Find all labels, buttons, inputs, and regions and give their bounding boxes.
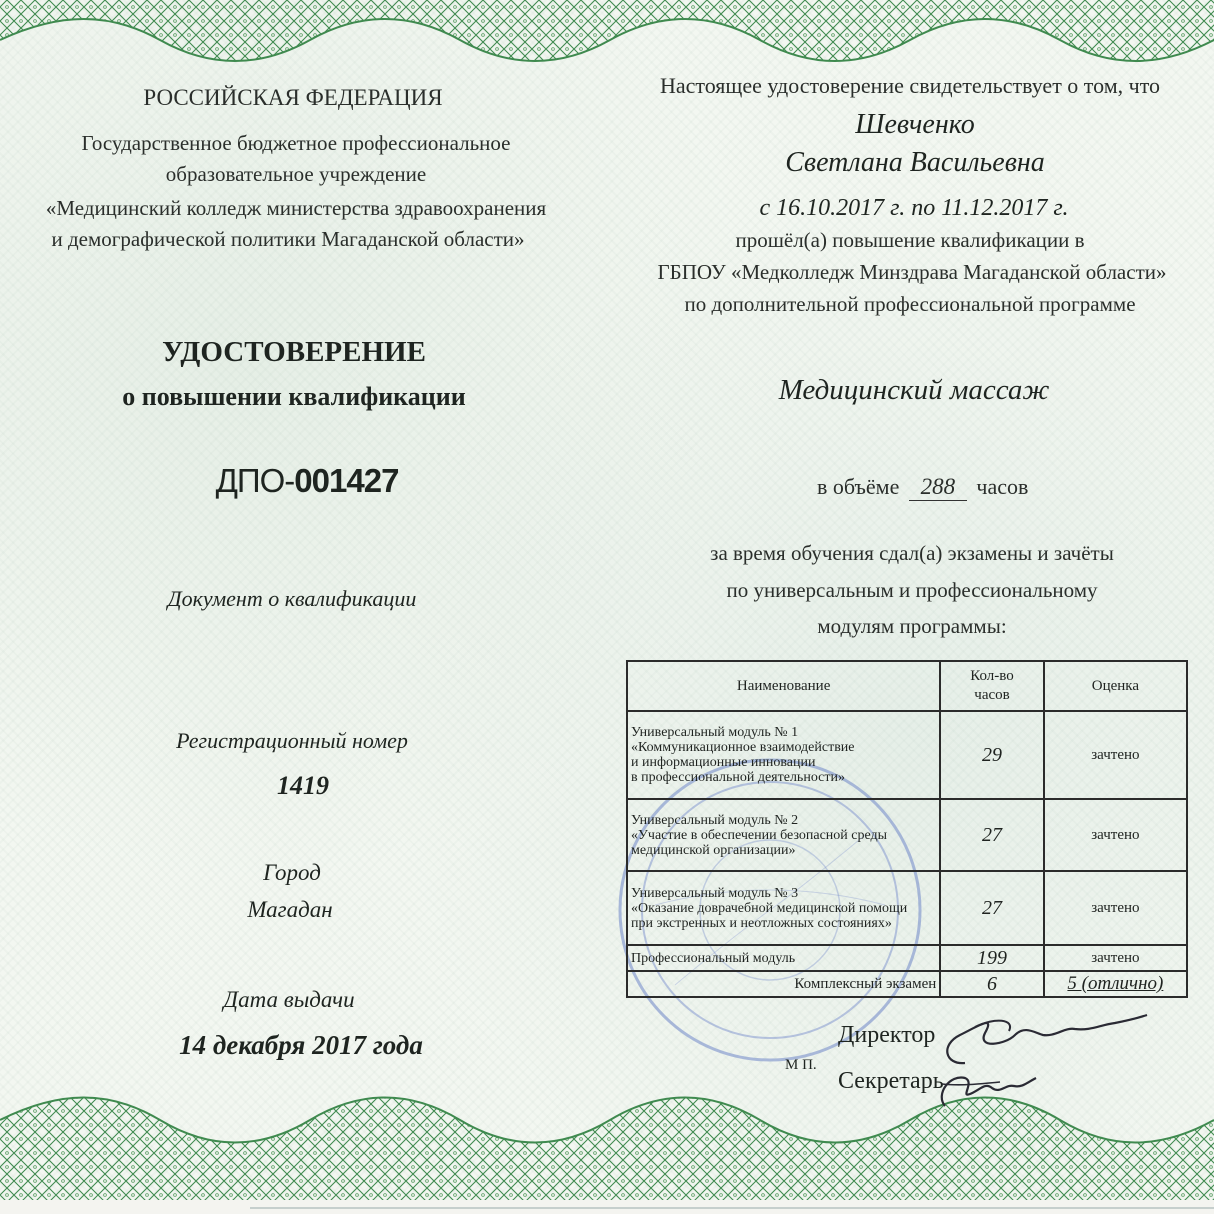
exams-line-3: модулям программы: (817, 614, 1007, 638)
module-hours: 27 (940, 871, 1043, 945)
org-line-2: образовательное учреждение (165, 162, 427, 186)
series-number (216, 462, 399, 501)
header-name: Наименование (627, 661, 940, 711)
issue-date: 14 декабря 2017 года (179, 1030, 423, 1060)
exam-grade: 5 (отлично) (1044, 971, 1187, 997)
header-hours-text: Кол-во часов (970, 668, 1014, 703)
module-name: Универсальный модуль № 1 «Коммуникационное взаимодействие и информационные инновации в профессиональной деятельности» (627, 711, 940, 799)
holder-surname: Шевченко (855, 109, 975, 140)
table-header-row (627, 661, 1187, 711)
table-row-exam (627, 971, 1187, 997)
org-line-3: «Медицинский колледж министерства здравоохранения (45, 196, 547, 220)
director-label: Директор (838, 1022, 936, 1048)
seal-place-label: М П. (785, 1057, 817, 1073)
exams-line-2: по универсальным и профессиональному (726, 578, 1098, 602)
series-digits: 001427 (294, 462, 399, 499)
document-type: Документ о квалификации (167, 586, 417, 611)
module-name: Универсальный модуль № 2 «Участие в обеспечении безопасной среды медицинской организации» (627, 799, 940, 871)
passed-training-text: прошёл(а) повышение квалификации в (735, 228, 1085, 252)
country-heading: РОССИЙСКАЯ ФЕДЕРАЦИЯ (143, 85, 443, 110)
city-label: Город (263, 860, 321, 885)
exams-line-1: за время обучения сдал(а) экзамены и зачёты (710, 541, 1114, 565)
table-row (627, 945, 1187, 971)
header-grade: Оценка (1044, 661, 1187, 711)
exam-name: Комплексный экзамен (627, 971, 940, 997)
series-prefix: ДПО- (215, 462, 295, 499)
secretary-signature (930, 1064, 1040, 1114)
secretary-label: Секретарь (838, 1068, 944, 1094)
table-row (627, 871, 1187, 945)
volume-suffix: часов (976, 474, 1029, 499)
volume-hours: 288 (909, 474, 967, 501)
document-subtitle: о повышении квалификации (122, 382, 466, 411)
registration-label: Регистрационный номер (176, 728, 408, 753)
exam-hours: 6 (940, 971, 1043, 997)
module-grade: зачтено (1044, 711, 1187, 799)
guilloche-border-top (0, 0, 1214, 80)
org-line-4: и демографической политики Магаданской области» (51, 227, 525, 251)
module-hours: 29 (940, 711, 1043, 799)
module-grade: зачтено (1044, 945, 1187, 971)
module-hours: 199 (940, 945, 1043, 971)
modules-table (626, 660, 1188, 998)
table-row (627, 799, 1187, 871)
module-name: Универсальный модуль № 3 «Оказание доврачебной медицинской помощи при экстренных и неотложных состояниях» (627, 871, 940, 945)
header-hours (940, 661, 1043, 711)
program-intro: по дополнительной профессиональной программе (684, 292, 1136, 316)
module-grade: зачтено (1044, 799, 1187, 871)
study-period: с 16.10.2017 г. по 11.12.2017 г. (759, 195, 1069, 221)
module-hours: 27 (940, 799, 1043, 871)
holder-given-names: Светлана Васильевна (785, 147, 1045, 178)
registration-number: 1419 (277, 771, 329, 800)
table-row (627, 711, 1187, 799)
institution-name: ГБПОУ «Медколледж Минздрава Магаданской области» (657, 260, 1167, 284)
module-name: Профессиональный модуль (627, 945, 940, 971)
issue-date-label: Дата выдачи (223, 987, 355, 1012)
document-title: УДОСТОВЕРЕНИЕ (162, 336, 426, 368)
org-line-1: Государственное бюджетное профессиональное (81, 131, 511, 155)
city-name: Магадан (247, 897, 333, 922)
volume-prefix: в объёме (817, 474, 900, 499)
module-grade: зачтено (1044, 871, 1187, 945)
volume-line (817, 474, 1028, 501)
certifies-intro: Настоящее удостоверение свидетельствует о том, что (659, 73, 1161, 98)
program-name: Медицинский массаж (778, 374, 1050, 406)
